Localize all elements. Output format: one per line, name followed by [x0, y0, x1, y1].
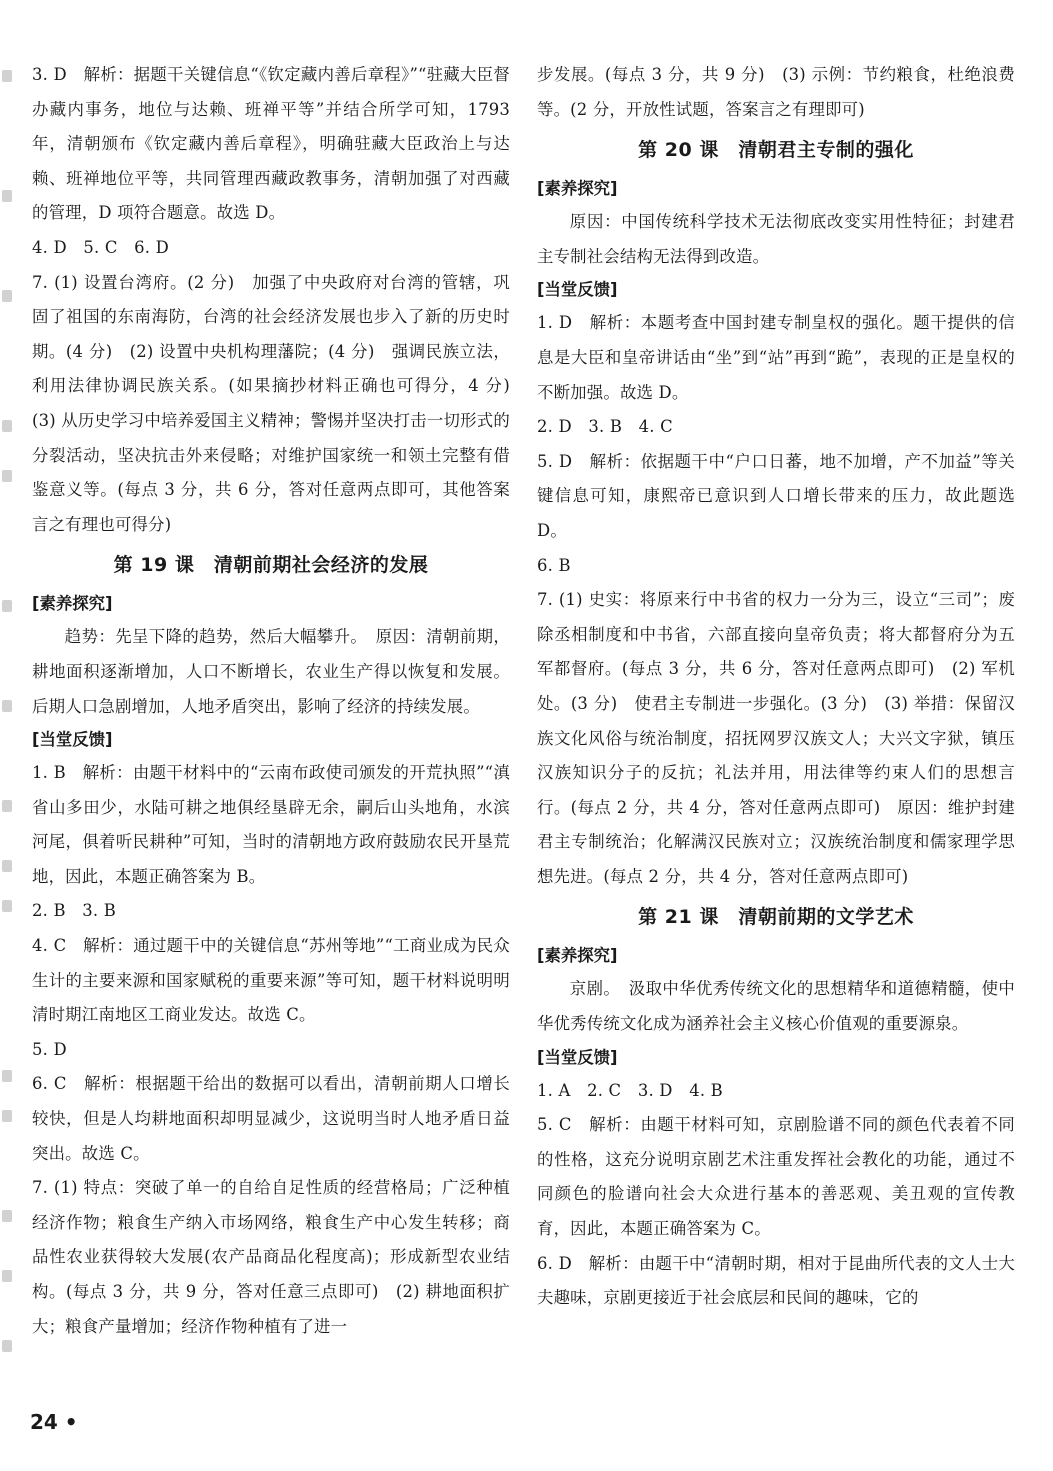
- answer-item: 6. C 解析：根据题干给出的数据可以看出，清朝前期人口增长较快，但是人均耕地面积却明显减少，这说明当时人地矛盾日益突出。故选 C。: [32, 1074, 510, 1163]
- answer-item: 4. D 5. C 6. D: [32, 237, 169, 257]
- answer-item: 6. D 解析：由题干中“清朝时期，相对于昆曲所代表的文人士大夫趣味，京剧更接近于社会底层和民间的趣味，它的: [537, 1253, 1015, 1308]
- explore-answer: 京剧。 汲取中华优秀传统文化的思想精华和道德精髓，使中华优秀传统文化成为涵养社会主义核心价值观的重要源泉。: [537, 979, 1015, 1034]
- section-label-explore: [素养探究]: [32, 594, 113, 614]
- answer-item: 2. D 3. B 4. C: [537, 417, 673, 437]
- lesson-19-title: 第 19 课 清朝前期社会经济的发展: [113, 554, 429, 577]
- lesson-21-title: 第 21 课 清朝前期的文学艺术: [638, 906, 914, 929]
- answer-item: 5. D: [32, 1039, 67, 1059]
- answer-item: 7. (1) 特点：突破了单一的自给自足性质的经营格局；广泛种植经济作物；粮食生产纳入市场网络，粮食生产中心发生转移；商品性农业获得较大发展(农产品商品化程度高)；形成新型农业结构。(每点 3 分，共 9 分，答对任意三点即可) (2) 耕地面积扩大；粮食产量增加；经济作物种植有了进一: [32, 1178, 510, 1336]
- answer-item: 1. D 解析：本题考查中国封建专制皇权的强化。题干提供的信息是大臣和皇帝讲话由“坐”到“站”再到“跪”，表现的正是皇权的不断加强。故选 D。: [537, 313, 1015, 402]
- answer-item: 2. B 3. B: [32, 901, 116, 921]
- section-label-feedback: [当堂反馈]: [32, 730, 113, 750]
- answer-item: 7. (1) 史实：将原来行中书省的权力一分为三，设立“三司”；废除丞相制度和中书省，六部直接向皇帝负责；将大都督府分为五军都督府。(每点 3 分，共 6 分，答对任意两点即可) (2) 军机处。(3 分) 使君主专制进一步强化。(3 分) (3) 举措：保留汉族文化风俗与统治制度，招抚网罗汉族文人；大兴文字狱，镇压汉族知识分子的反抗；礼法并用，用法律等约束人们的思想言行。(每点 2 分，共 4 分，答对任意两点即可) 原因：维护封建君主专制统治；化解满汉民族对立；汉族统治制度和儒家理学思想先进。(每点 2 分，共 4 分，答对任意两点即可): [537, 590, 1015, 886]
- answer-item: 7. (1) 设置台湾府。(2 分) 加强了中央政府对台湾的管辖，巩固了祖国的东南海防，台湾的社会经济发展也步入了新的历史时期。(4 分) (2) 设置中央机构理藩院；(4 分) 强调民族立法，利用法律协调民族关系。(如果摘抄材料正确也可得分，4 分) (3) 从历史学习中培养爱国主义精神；警惕并坚决打击一切形式的分裂活动，坚决抗击外来侵略；对维护国家统一和领土完整有借鉴意义等。(每点 3 分，共 6 分，答对任意两点即可，其他答案言之有理也可得分): [32, 272, 527, 534]
- answer-item: 5. C 解析：由题干材料可知，京剧脸谱不同的颜色代表着不同的性格，这充分说明京剧艺术注重发挥社会教化的功能，通过不同颜色的脸谱向社会大众进行基本的善恶观、美丑观的宣传教育，因此，本题正确答案为 C。: [537, 1115, 1015, 1239]
- binding-margin-strip: [0, 40, 16, 1420]
- section-label-feedback: [当堂反馈]: [537, 280, 618, 300]
- right-column: [537, 58, 1015, 1316]
- explore-answer: 趋势：先呈下降的趋势，然后大幅攀升。 原因：清朝前期，耕地面积逐渐增加，人口不断增长，农业生产得以恢复和发展。后期人口急剧增加，人地矛盾突出，影响了经济的持续发展。: [32, 627, 510, 716]
- answer-item: 3. D 解析：据题干关键信息“《钦定藏内善后章程》”“驻藏大臣督办藏内事务，地位与达赖、班禅平等”并结合所学可知，1793 年，清朝颁布《钦定藏内善后章程》，明确驻藏大臣政治上与达赖、班禅地位平等，共同管理西藏政教事务，清朝加强了对西藏的管理，D 项符合题意。故选 D。: [32, 65, 510, 223]
- lesson-20-title: 第 20 课 清朝君主专制的强化: [638, 139, 914, 162]
- section-label-feedback: [当堂反馈]: [537, 1047, 618, 1067]
- answer-item: 6. B: [537, 555, 571, 575]
- answer-item: 1. A 2. C 3. D 4. B: [537, 1080, 723, 1100]
- answer-item: 1. B 解析：由题干材料中的“云南布政使司颁发的开荒执照”“滇省山多田少，水陆可耕之地俱经垦辟无余，嗣后山头地角，水滨河尾，俱着听民耕种”可知，当时的清朝地方政府鼓励农民开垦荒地，因此，本题正确答案为 B。: [32, 763, 510, 886]
- left-column: [32, 58, 527, 1344]
- section-label-explore: [素养探究]: [537, 946, 618, 966]
- section-label-explore: [素养探究]: [537, 179, 618, 199]
- answer-continuation: 步发展。(每点 3 分，共 9 分) (3) 示例：节约粮食，杜绝浪费等。(2 分，开放性试题，答案言之有理即可): [537, 65, 1015, 119]
- explore-answer: 原因：中国传统科学技术无法彻底改变实用性特征；封建君主专制社会结构无法得到改造。: [537, 212, 1015, 266]
- answer-item: 4. C 解析：通过题干中的关键信息“苏州等地”“工商业成为民众生计的主要来源和国家赋税的重要来源”等可知，题干材料说明明清时期江南地区工商业发达。故选 C。: [32, 936, 510, 1025]
- answer-item: 5. D 解析：依据题干中“户口日蕃，地不加增，产不加益”等关键信息可知，康熙帝已意识到人口增长带来的压力，故此题选 D。: [537, 451, 1015, 540]
- page-number: 24 •: [30, 1410, 78, 1434]
